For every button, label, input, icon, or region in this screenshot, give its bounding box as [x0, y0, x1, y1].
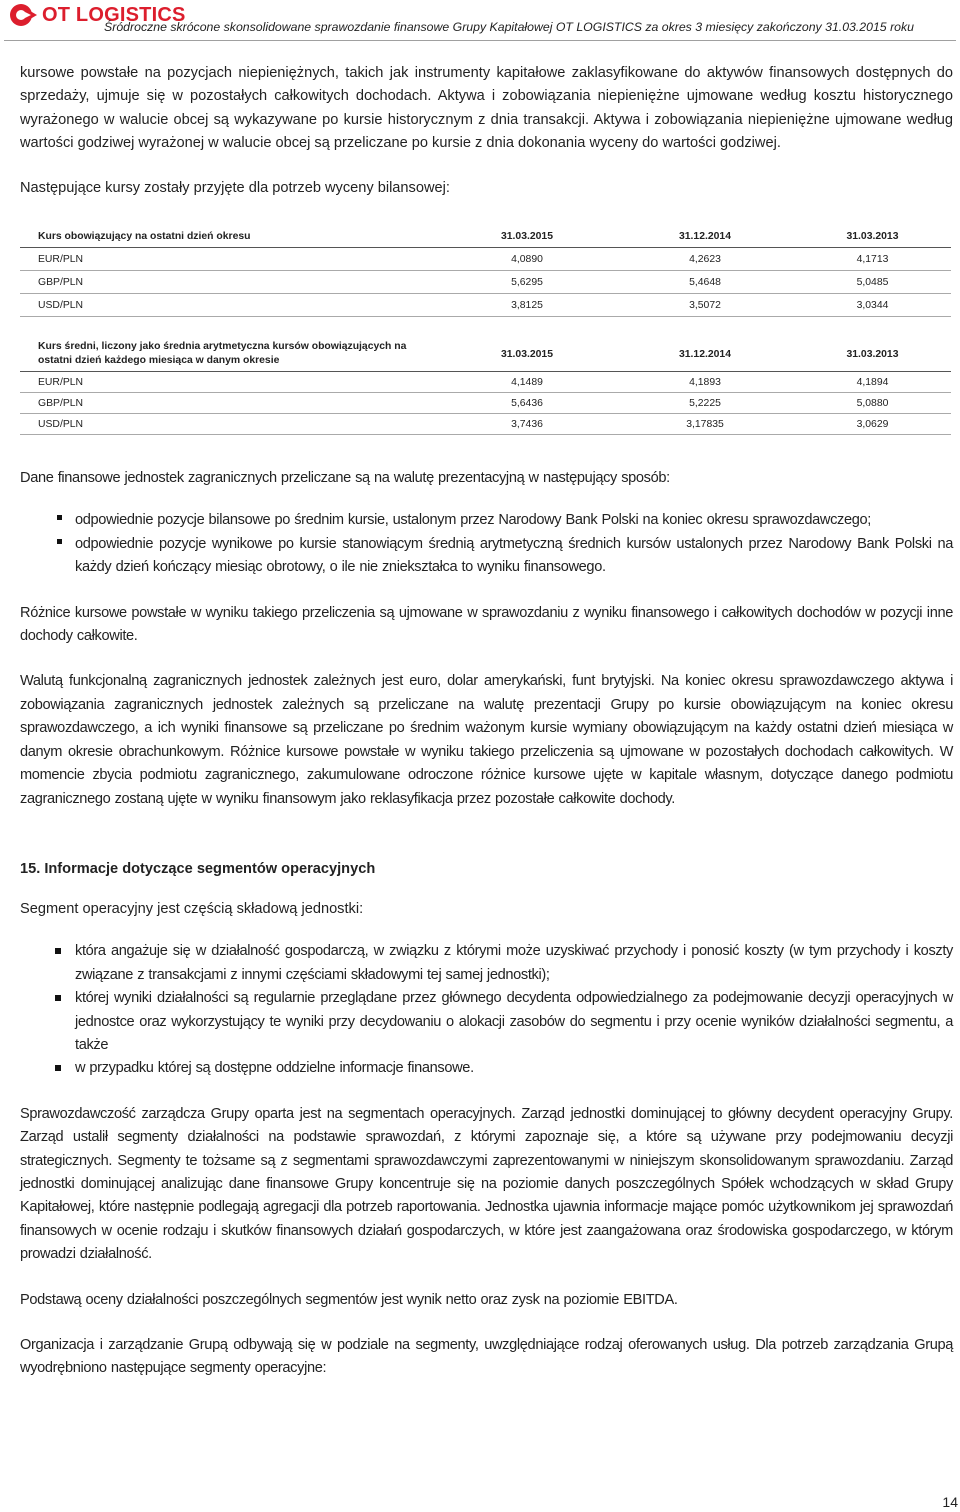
table-header-cell: 31.03.2013 [794, 225, 951, 248]
paragraph-1: kursowe powstałe na pozycjach niepieniężnych, takich jak instrumenty kapitałowe zaklasyfikowane do aktywów finansowych dostępnych do sprzedaży, ujmuje się w pozostałych całkowitych dochodach. Aktywa i zobowiązania niepieniężne ujmowane według kosztu historycznego wyrażonego w walucie obcej są wykazywane po kursie historycznym z dnia transakcji. Aktywa i zobowiązania niepieniężne ujmowane według wartości godziwej wyrażonej w walucie obcej są przeliczane po kursie z dnia dokonania wyceny do wartości godziwej. [20, 65, 954, 152]
table-cell: 3,0344 [794, 294, 951, 317]
table-cell: 3,17835 [616, 414, 794, 435]
closing-rates-table [20, 225, 951, 317]
table-cell: EUR/PLN [20, 248, 438, 271]
table-header-row [20, 225, 951, 248]
table-header-cell: 31.12.2014 [616, 225, 794, 248]
table-header-cell: 31.12.2014 [616, 337, 794, 372]
table-cell: 5,6295 [438, 271, 616, 294]
table-cell: 5,2225 [616, 393, 794, 414]
table-cell: 4,1894 [794, 372, 951, 393]
table-row [20, 294, 951, 317]
table-header-cell: Kurs średni, liczony jako średnia arytmetyczna kursów obowiązujących na ostatni dzień każdego miesiąca w danym okresie [20, 337, 438, 372]
paragraph-segment-definition: Segment operacyjny jest częścią składową jednostki: [20, 900, 364, 917]
table-cell: 5,6436 [438, 393, 616, 414]
table-cell: 4,1893 [616, 372, 794, 393]
paragraph-segment-evaluation: Podstawą oceny działalności poszczególnych segmentów jest wynik netto oraz zysk na poziomie EBITDA. [20, 1291, 678, 1308]
average-rates-table [20, 337, 951, 435]
paragraph-functional-currency: Walutą funkcjonalną zagranicznych jednostek zależnych jest euro, dolar amerykański, funt brytyjski. Na koniec okresu sprawozdawczego aktywa i zobowiązania zagranicznych jednostek zależnych są przeliczane na walutę prezentacji Grupy po kursie obowiązującym na koniec okresu sprawozdawczego, a ich wyniki finansowe są przeliczane po średnim ważonym kursie wymiany obowiązującym na każdy ostatni dzień miesiąca w danym okresie obrachunkowym. Różnice kursowe powstałe w wyniku takiego przeliczenia są ujmowane w pozostałych dochodach całkowitych. W momencie zbycia podmiotu zagranicznego, zakumulowane odroczone różnice kursowe ujęte w kapitale własnym, dotyczące danego podmiotu zagranicznego zostaną ujęte w wyniku finansowym jako reklasyfikacja przez pozostałe całkowite dochody. [20, 673, 953, 807]
table-header-cell: 31.03.2013 [794, 337, 951, 372]
list-item: odpowiednie pozycje wynikowe po kursie stanowiącym średnią arytmetyczną średnich kursów ustalonych przez Narodowy Bank Polski na każdy dzień kończący miesiąc obrotowy, o ile nie zniekształca to wyniku finansowego. [20, 533, 953, 580]
segment-bullet-list [20, 940, 953, 1080]
page-header [0, 0, 960, 40]
table-cell: EUR/PLN [20, 372, 438, 393]
table-header-cell: 31.03.2015 [438, 337, 616, 372]
table-cell: 3,5072 [616, 294, 794, 317]
table-row [20, 248, 951, 271]
table-cell: 5,0485 [794, 271, 951, 294]
table-row [20, 414, 951, 435]
table-cell: 5,4648 [616, 271, 794, 294]
list-item: która angażuje się w działalność gospodarczą, w związku z którymi może uzyskiwać przychody i ponosić koszty (w tym przychody i koszty związane z transakcjami z innymi częściami składowymi tej samej jednostki); [20, 940, 953, 987]
table-cell: 3,8125 [438, 294, 616, 317]
section-15-title: 15. Informacje dotyczące segmentów operacyjnych [20, 860, 376, 877]
table-cell: 3,0629 [794, 414, 951, 435]
table-cell: GBP/PLN [20, 393, 438, 414]
page-content [20, 62, 953, 1381]
table-header-cell: Kurs obowiązujący na ostatni dzień okresu [20, 225, 438, 248]
paragraph-exchange-differences: Różnice kursowe powstałe w wyniku takiego przeliczenia są ujmowane w sprawozdaniu z wyniku finansowego i całkowitych dochodów w pozycji inne dochody całkowite. [20, 604, 953, 645]
list-item: w przypadku której są dostępne oddzielne informacje finansowe. [20, 1057, 953, 1080]
logo-mark-icon [8, 2, 38, 28]
logo-text: OT LOGISTICS [42, 3, 186, 26]
translation-bullet-list [20, 509, 953, 579]
paragraph-rates-intro: Następujące kursy zostały przyjęte dla potrzeb wyceny bilansowej: [20, 179, 450, 196]
table-cell: 3,7436 [438, 414, 616, 435]
table-header-cell: 31.03.2015 [438, 225, 616, 248]
table-cell: 4,1713 [794, 248, 951, 271]
page-number: 14 [942, 1494, 958, 1510]
paragraph-management-reporting: Sprawozdawczość zarządcza Grupy oparta jest na segmentach operacyjnych. Zarząd jednostki dominującej to główny decydent operacyjny Grupy. Zarząd ustalił segmenty działalności na podstawie sprawozdań, z którymi zapoznaje się, a które są używane przy podejmowaniu decyzji strategicznych. Segmenty te tożsame są z segmentami sprawozdawczymi zaprezentowanymi w niniejszym skonsolidowanym sprawozdaniu. Zarząd jednostki dominującej analizując dane finansowe Grupy koncentruje się na poziomie danych poszczególnych Spółek wchodzących w skład Grupy Kapitałowej, które następnie podlegają agregacji dla potrzeb raportowania. Jednostka ujawnia informacje mające pomóc użytkownikom jej sprawozdań finansowych w ocenie rodzaju i skutków finansowych działań gospodarczych, w które jest zaangażowana oraz środowiska gospodarczego, w którym prowadzi działalność. [20, 1105, 953, 1263]
table-cell: 5,0880 [794, 393, 951, 414]
list-item: której wyniki działalności są regularnie przeglądane przez głównego decydenta odpowiedzialnego za podejmowanie decyzji operacyjnych w jednostce oraz wykorzystujący te wyniki przy decydowaniu o alokacji zasobów do segmentu i przy ocenie wyników działalności segmentu, a także [20, 987, 953, 1057]
list-item: odpowiednie pozycje bilansowe po średnim kursie, ustalonym przez Narodowy Bank Polski na koniec okresu sprawozdawczego; [20, 509, 953, 532]
document-title: Śródroczne skrócone skonsolidowane sprawozdanie finansowe Grupy Kapitałowej OT LOGISTICS za okres 3 miesięcy zakończony 31.03.2015 roku [104, 20, 914, 34]
table-row [20, 271, 951, 294]
table-cell: USD/PLN [20, 294, 438, 317]
paragraph-translation-intro: Dane finansowe jednostek zagranicznych przeliczane są na walutę prezentacyjną w następujący sposób: [20, 470, 670, 487]
table-cell: 4,1489 [438, 372, 616, 393]
table-row [20, 393, 951, 414]
table-cell: USD/PLN [20, 414, 438, 435]
table-row [20, 372, 951, 393]
table-cell: 4,2623 [616, 248, 794, 271]
table-cell: 4,0890 [438, 248, 616, 271]
header-divider [4, 40, 956, 41]
table-cell: GBP/PLN [20, 271, 438, 294]
paragraph-segment-organization: Organizacja i zarządzanie Grupą odbywają się w podziale na segmenty, uwzględniające rodzaj oferowanych usług. Dla potrzeb zarządzania Grupą wyodrębniono następujące segmenty operacyjne: [20, 1337, 953, 1377]
table-header-row [20, 337, 951, 372]
